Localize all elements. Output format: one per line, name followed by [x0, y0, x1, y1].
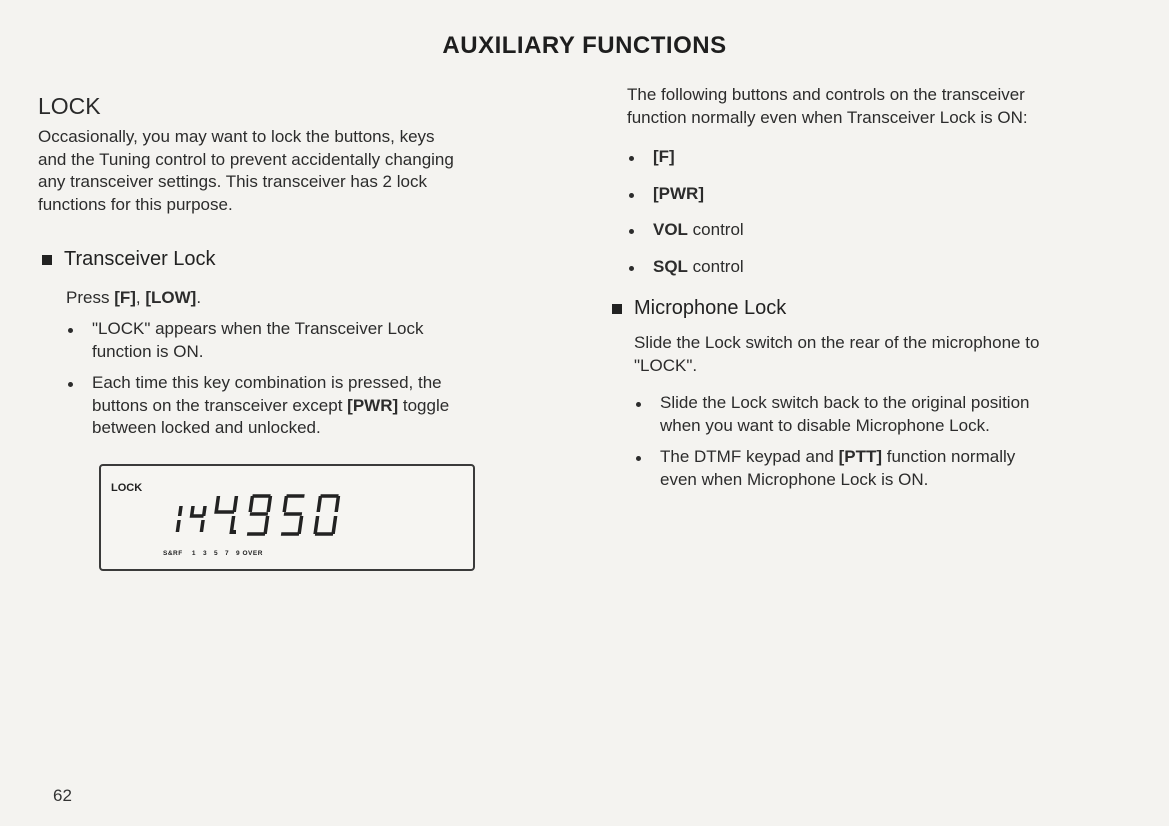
bullet-line: Each time this key combination is pressed, the — [92, 373, 442, 392]
bullet-icon — [636, 456, 641, 461]
section-square-icon — [42, 255, 52, 265]
list-item — [627, 146, 927, 169]
item-bold: VOL — [653, 220, 688, 239]
microphone-lock-paragraph — [634, 332, 1039, 377]
section-square-icon — [612, 304, 622, 314]
bullet-line: function is ON. — [92, 341, 204, 361]
bullet-line: when you want to disable Microphone Lock. — [660, 415, 990, 435]
key-pwr-label: [PWR] — [347, 395, 399, 415]
bullet-line: "LOCK" appears when the Transceiver Lock — [92, 319, 424, 338]
item-bold: [PWR] — [653, 183, 704, 203]
paragraph-line: Slide the Lock switch on the rear of the microphone to — [634, 333, 1040, 352]
lock-intro — [38, 126, 454, 216]
bullet-icon — [629, 156, 634, 161]
list-item — [634, 392, 1134, 437]
lock-intro-line: functions for this purpose. — [38, 194, 233, 214]
item-text: control — [687, 220, 744, 239]
bullet-icon — [629, 229, 634, 234]
transceiver-lock-heading — [42, 248, 216, 271]
lcd-signal-meter-scale: S&RF 1 3 5 7 9 OVER — [163, 550, 263, 557]
lock-intro-line: any transceiver settings. This transceiver has 2 lock — [38, 172, 427, 191]
bullet-icon — [629, 266, 634, 271]
bullet-text: The DTMF keypad and — [660, 447, 839, 466]
press-separator: , — [135, 288, 146, 307]
key-low-label: [LOW] — [145, 288, 197, 307]
lcd-display-illustration — [99, 464, 475, 571]
bullet-text: toggle — [398, 395, 450, 415]
lock-intro-line: and the Tuning control to prevent accidentally changing — [38, 149, 454, 169]
list-item — [66, 372, 546, 440]
microphone-lock-bullets — [634, 392, 1134, 500]
item-bold: SQL — [653, 256, 688, 276]
bullet-icon — [68, 382, 73, 387]
list-item — [66, 318, 546, 363]
lcd-frequency-digits — [161, 492, 391, 538]
list-item — [627, 219, 927, 242]
bullet-icon — [629, 193, 634, 198]
press-suffix: . — [196, 288, 202, 307]
bullet-text: buttons on the transceiver except — [92, 395, 348, 415]
item-bold: [F] — [653, 147, 675, 166]
bullet-line — [92, 395, 546, 418]
lock-intro-line: Occasionally, you may want to lock the buttons, keys — [38, 127, 435, 146]
page-title: AUXILIARY FUNCTIONS — [442, 32, 727, 59]
microphone-lock-heading-text: Microphone Lock — [634, 297, 787, 319]
item-text: control — [687, 256, 744, 276]
transceiver-lock-instruction — [66, 287, 201, 310]
right-intro — [627, 84, 1028, 129]
microphone-lock-heading — [612, 297, 786, 320]
list-item — [627, 183, 927, 206]
bullet-line: even when Microphone Lock is ON. — [660, 469, 929, 489]
bullet-line: between locked and unlocked. — [92, 418, 321, 437]
paragraph-line: "LOCK". — [634, 355, 698, 375]
transceiver-lock-heading-text: Transceiver Lock — [64, 248, 216, 270]
right-intro-line: function normally even when Transceiver Lock is ON: — [627, 107, 1028, 127]
list-item — [634, 446, 1134, 491]
page-number: 62 — [53, 786, 72, 805]
bullet-text: function normally — [882, 447, 1016, 466]
transceiver-lock-bullets — [66, 318, 546, 449]
decimal-point — [232, 530, 236, 534]
bullet-icon — [68, 328, 73, 333]
press-text: Press — [66, 288, 115, 307]
unlocked-controls-list — [627, 146, 927, 292]
list-item — [627, 256, 927, 279]
right-intro-line: The following buttons and controls on the transceiver — [627, 85, 1025, 104]
bullet-line: Slide the Lock switch back to the original position — [660, 393, 1030, 412]
lock-heading: LOCK — [38, 93, 101, 119]
bullet-icon — [636, 402, 641, 407]
lcd-lock-indicator: LOCK — [111, 482, 143, 494]
key-ptt-label: [PTT] — [838, 447, 883, 466]
key-f-label: [F] — [114, 288, 136, 307]
bullet-line — [660, 446, 1134, 469]
